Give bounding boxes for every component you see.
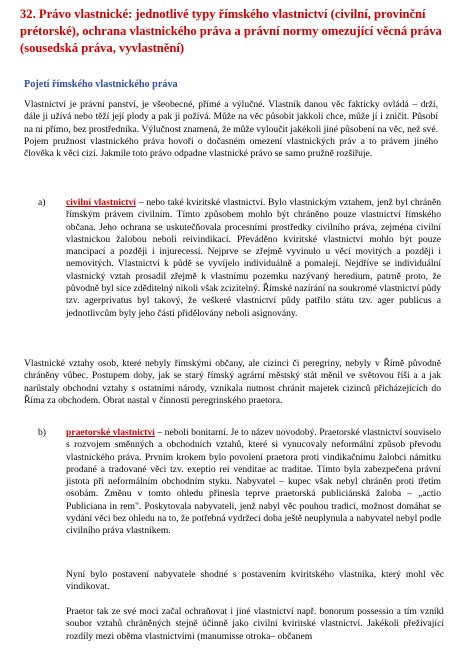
section-subheading: Pojetí římského vlastnického práva [24, 79, 178, 90]
middle-paragraph: Vlastnické vztahy osob, které nebyly římskými občany, ale cizinci či peregriny, nebyly v Římě původně chráněny vůbec. Postupem doby, jak se starý římský agrární městský stát měnil ve světovou říši a a jak narůstaly obchodní vztahy s ostatními národy, vznikala nutnost chránit majetek cizinců přicházejících do Říma za obchodem. Obrat nastal v činnosti peregrinského praetora. [24, 358, 441, 406]
item-b-paragraph [66, 427, 441, 538]
item-b-marker: b) [38, 427, 46, 438]
item-b-paragraph-3: Praetor tak ze své moci začal ochraňovat i jiné vlastnictví např. bonorum possessio a tím vznikl soubor vztahů chráněných stejně účinně jako civilní kviritské vlastnictví. Jakékoli přežívající rozdíly mezi oběma vlastnictvími (manumisse otroka– občanem [66, 606, 444, 642]
document-heading: 32. Právo vlastnické: jednotlivé typy římského vlastnictví (civilní, provinční prétorské), ochrana vlastnického práva a právní normy omezující věcná práva (sousedská práva, vyvlastnění) [20, 7, 442, 55]
intro-paragraph: Vlastnictví je právní panství, je všeobecné, přímé a výlučné. Vlastník danou věc fakticky ovládá – drží, dále ji užívá nebo těží její plody a pak ji požívá. Může na věc působit jakkoli chce, může jí i zničit. Působí na ni přímo, bez prostředníka. Výlučnost znamená, že může vyloučit jakékoli jiné působení na věc, než své. Pojem pružnost vlastnického práva hovoří o dočasném omezení vlastnických práv a to právem jiného člověka k věci cizí. Jakmile toto právo odpadne vlastnické právo se samo pružně rozšiřuje. [24, 99, 438, 160]
item-b-text: – neboli bonitarní. Je to název novodobý. Praetorské vlastnictví souviselo s rozvojem směnných a obchodních vztahů, které si vynucovaly neformální způsob převodu vlastnického práva. Prvním krokem bylo povolení praetora proti vindikačnímu žalobci námitku prodané a tradované věci tzv. exeptio rei venditae ac traditae. Tímto byla zabezpečena právní jistota při neformálním obchodním styku. Nabyvatel – kupec však nebyl chráněn proti třetím osobám. Změnu v tomto ohledu přinesla teprve praetorská publiciánská žaloba – „actio Publiciana in rem". Poskytovala nabyvateli, jenž nabyl věc pouhou tradicí, možnost domáhat se vydání věci bez ohledu na to, že potřebná vydržecí doba ještě neuplynula a nabyvatel nebyl podle civilního práva vlastníkem. [66, 427, 441, 537]
item-a-paragraph [66, 197, 441, 320]
item-a-text: – nebo také kviritské vlastnictví. Bylo vlastnickým vztahem, jenž byl chráněn římským právem civilním. Tímto způsobem mohlo být chráněno pouze vlastnictví římského občana. Jeho ochrana se uskutečňovala procesními prostředky civilního práva, zejména civilní vlastnickou žalobou neboli reivindikací. Převáděno kviritské vlastnictví mohlo být pouze mancipací a později i injurecessí. Nejprve se zřejmě vyvinulo u věcí movitých a později i nemovitých. Vlastnictví k půdě se vyvíjelo individuálně a pomalejí. Nejdříve se individuální vlastnický vztah prosadil zřejmě k vlastnímu pozemku nazývaný heredium, patrně proto, že původně byl sice zděditelný nikoli však zcizitelný. Římské nazírání na soukromé vlastnictví půdy tzv. agerprivatus byl takový, že veškeré vlastnictví půdy patřilo státu tzv. ager publicus a jednotlivcům byly jeho části přidělovány neboli asignovány. [66, 197, 442, 319]
item-a-term: civilní vlastnictví [66, 197, 136, 208]
item-b-term: praetorské vlastnictví [66, 427, 155, 438]
item-a-marker: a) [38, 197, 46, 208]
item-b-paragraph-2: Nyní bylo postavení nabyvatele shodné s postavením kviritského vlastníka, který mohl věc vindikovat. [66, 569, 444, 593]
